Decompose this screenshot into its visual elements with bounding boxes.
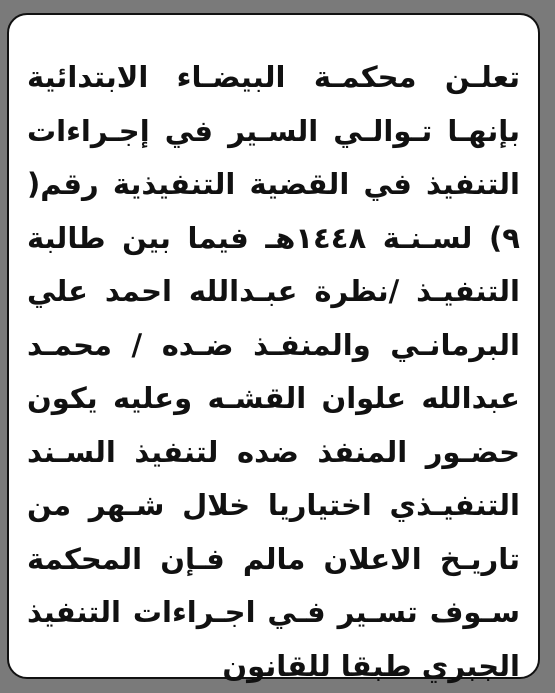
notice-line: البرمانـي والمنفـذ ضـده / محمـد <box>27 319 520 373</box>
notice-line: التنفيـذي اختياريا خلال شـهر من <box>27 479 520 533</box>
notice-line: تعلـن محكمـة البيضـاء الابتدائية <box>27 51 520 105</box>
notice-line-last: الجبري طبقا للقانون <box>27 640 520 693</box>
notice-line: التنفيـذ /نظرة عبـدالله احمد علي <box>27 265 520 319</box>
notice-line: سـوف تسـير فـي اجـراءات التنفيذ <box>27 586 520 640</box>
notice-line: عبدالله علوان القشـه وعليه يكون <box>27 372 520 426</box>
notice-card <box>7 13 540 679</box>
notice-line: تاريـخ الاعلان مالم فـإن المحكمة <box>27 533 520 587</box>
notice-line: بإنهـا تـوالـي السـير في إجـراءات <box>27 105 520 159</box>
notice-line: التنفيذ في القضية التنفيذية رقم( <box>27 158 520 212</box>
court-notice-text <box>27 51 520 693</box>
notice-line: حضـور المنفذ ضده لتنفيذ السـند <box>27 426 520 480</box>
notice-line: ٩) لسـنـة ١٤٤٨هـ فيما بين طالبة <box>27 212 520 266</box>
